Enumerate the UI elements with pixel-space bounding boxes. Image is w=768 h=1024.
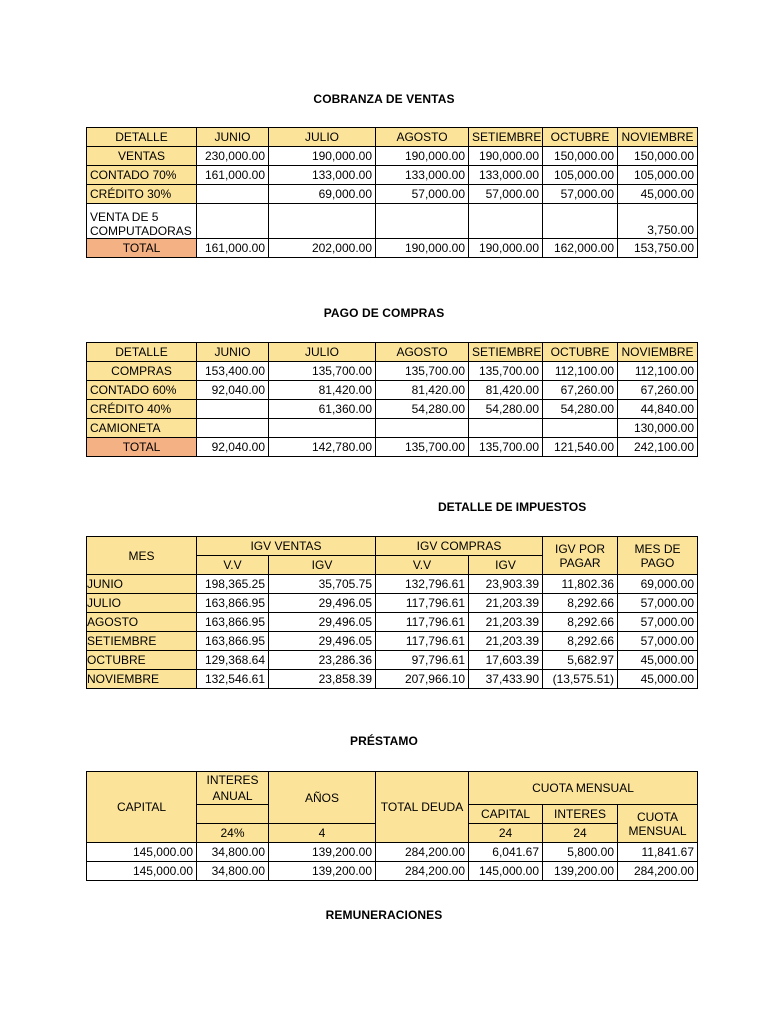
- cell: 6,041.67: [469, 843, 543, 862]
- cell: 150,000.00: [543, 147, 618, 166]
- row-label: CRÉDITO 30%: [87, 185, 197, 204]
- col-header: INTERES: [543, 805, 618, 824]
- cell: 163,866.95: [197, 594, 269, 613]
- cell: 145,000.00: [87, 862, 197, 881]
- col-header: IGV VENTAS: [197, 537, 376, 556]
- col-header: IGV POR PAGAR: [543, 537, 618, 575]
- cobranza-header-row: [87, 128, 698, 147]
- cell: 145,000.00: [469, 862, 543, 881]
- cell: 153,750.00: [618, 239, 698, 258]
- cell: 132,796.61: [376, 575, 469, 594]
- impuestos-header-row: [87, 537, 698, 556]
- cell: 230,000.00: [197, 147, 269, 166]
- col-header: CUOTA MENSUAL: [469, 772, 698, 805]
- cell: [543, 204, 618, 239]
- cell: 97,796.61: [376, 651, 469, 670]
- total-label: TOTAL: [87, 239, 197, 258]
- col-header: 24: [543, 824, 618, 843]
- row-label: CONTADO 60%: [87, 381, 197, 400]
- cell: 162,000.00: [543, 239, 618, 258]
- cell: 11,802.36: [543, 575, 618, 594]
- cell: 57,000.00: [618, 594, 698, 613]
- col-header: CUOTA MENSUAL: [618, 805, 698, 843]
- impuestos-table: [86, 536, 698, 689]
- cell: 190,000.00: [469, 147, 543, 166]
- table-row: [87, 166, 698, 185]
- cell: 69,000.00: [269, 185, 376, 204]
- table-row: [87, 147, 698, 166]
- row-label: JUNIO: [87, 575, 197, 594]
- col-header: AGOSTO: [376, 343, 469, 362]
- cell: 190,000.00: [269, 147, 376, 166]
- col-header: OCTUBRE: [543, 128, 618, 147]
- table-row: [87, 419, 698, 438]
- cell: 163,866.95: [197, 632, 269, 651]
- pago-table: [86, 342, 698, 457]
- cell: 198,365.25: [197, 575, 269, 594]
- prestamo-header-row: [87, 772, 698, 805]
- cell: [543, 419, 618, 438]
- row-label: CAMIONETA: [87, 419, 197, 438]
- col-header: JUNIO: [197, 128, 269, 147]
- pago-title: PAGO DE COMPRAS: [323, 306, 445, 320]
- cell: 45,000.00: [618, 651, 698, 670]
- cell: 29,496.05: [269, 613, 376, 632]
- cell: 145,000.00: [87, 843, 197, 862]
- table-row: [87, 185, 698, 204]
- cell: 34,800.00: [197, 843, 269, 862]
- cell: [197, 204, 269, 239]
- cell: [469, 204, 543, 239]
- cell: 135,700.00: [469, 362, 543, 381]
- cell: 61,360.00: [269, 400, 376, 419]
- cell: 92,040.00: [197, 381, 269, 400]
- cell: 135,700.00: [469, 438, 543, 457]
- col-header: CAPITAL: [87, 772, 197, 843]
- row-label: OCTUBRE: [87, 651, 197, 670]
- col-header: OCTUBRE: [543, 343, 618, 362]
- row-label: VENTA DE 5 COMPUTADORAS: [87, 204, 197, 239]
- col-header: SETIEMBRE: [469, 128, 543, 147]
- cell: 190,000.00: [376, 239, 469, 258]
- cell: 45,000.00: [618, 670, 698, 689]
- cell: (13,575.51): [543, 670, 618, 689]
- col-header: [197, 772, 269, 805]
- cell: 81,420.00: [376, 381, 469, 400]
- cell: 54,280.00: [469, 400, 543, 419]
- col-header: TOTAL DEUDA: [376, 772, 469, 843]
- col-header: IGV COMPRAS: [376, 537, 543, 556]
- row-label: JULIO: [87, 594, 197, 613]
- cell: 23,286.36: [269, 651, 376, 670]
- cell: 8,292.66: [543, 594, 618, 613]
- cell: [269, 419, 376, 438]
- row-label: CRÉDITO 40%: [87, 400, 197, 419]
- cell: 190,000.00: [469, 239, 543, 258]
- cell: 67,260.00: [543, 381, 618, 400]
- cell: 139,200.00: [543, 862, 618, 881]
- table-row: [87, 204, 698, 239]
- cell: 105,000.00: [543, 166, 618, 185]
- col-header: NOVIEMBRE: [618, 128, 698, 147]
- cell: 284,200.00: [618, 862, 698, 881]
- cell: [469, 419, 543, 438]
- cell: 11,841.67: [618, 843, 698, 862]
- col-header: DETALLE: [87, 343, 197, 362]
- cell: [197, 419, 269, 438]
- col-header: IGV: [469, 556, 543, 575]
- table-row: [87, 594, 698, 613]
- cell: 163,866.95: [197, 613, 269, 632]
- total-row: [87, 239, 698, 258]
- cell: 23,903.39: [469, 575, 543, 594]
- row-label: SETIEMBRE: [87, 632, 197, 651]
- cell: 153,400.00: [197, 362, 269, 381]
- cell: 112,100.00: [618, 362, 698, 381]
- cell: 133,000.00: [469, 166, 543, 185]
- col-header: AGOSTO: [376, 128, 469, 147]
- cell: 284,200.00: [376, 862, 469, 881]
- cell: 135,700.00: [376, 362, 469, 381]
- table-row: [87, 381, 698, 400]
- cell: 112,100.00: [543, 362, 618, 381]
- cell: [376, 204, 469, 239]
- cell: 21,203.39: [469, 632, 543, 651]
- cell: 117,796.61: [376, 613, 469, 632]
- col-header: JULIO: [269, 128, 376, 147]
- interes-anual-label: INTERES ANUAL: [206, 773, 259, 803]
- impuestos-title: DETALLE DE IMPUESTOS: [438, 500, 587, 514]
- cell: 105,000.00: [618, 166, 698, 185]
- cell: [269, 204, 376, 239]
- cell: 242,100.00: [618, 438, 698, 457]
- cell: 17,603.39: [469, 651, 543, 670]
- cell: 8,292.66: [543, 613, 618, 632]
- cell: 161,000.00: [197, 239, 269, 258]
- col-header: MES DE PAGO: [618, 537, 698, 575]
- cell: 132,546.61: [197, 670, 269, 689]
- row-label: CONTADO 70%: [87, 166, 197, 185]
- table-row: [87, 862, 698, 881]
- cell: 202,000.00: [269, 239, 376, 258]
- cell: 21,203.39: [469, 594, 543, 613]
- cell: 135,700.00: [376, 438, 469, 457]
- cell: 129,368.64: [197, 651, 269, 670]
- remuneraciones-title: REMUNERACIONES: [325, 908, 443, 922]
- cell: [197, 400, 269, 419]
- row-label: AGOSTO: [87, 613, 197, 632]
- col-header: AÑOS: [269, 772, 376, 824]
- cell: 67,260.00: [618, 381, 698, 400]
- cell: 139,200.00: [269, 862, 376, 881]
- cell: 5,682.97: [543, 651, 618, 670]
- cell: 23,858.39: [269, 670, 376, 689]
- cell: 57,000.00: [376, 185, 469, 204]
- row-label: NOVIEMBRE: [87, 670, 197, 689]
- cell: 161,000.00: [197, 166, 269, 185]
- pago-header-row: [87, 343, 698, 362]
- cell: 29,496.05: [269, 632, 376, 651]
- cell: 37,433.90: [469, 670, 543, 689]
- table-row: [87, 632, 698, 651]
- cell: 57,000.00: [543, 185, 618, 204]
- col-header: V.V: [376, 556, 469, 575]
- cell: 44,840.00: [618, 400, 698, 419]
- table-row: [87, 575, 698, 594]
- col-header: NOVIEMBRE: [618, 343, 698, 362]
- cell: 92,040.00: [197, 438, 269, 457]
- cell: 69,000.00: [618, 575, 698, 594]
- table-row: [87, 843, 698, 862]
- table-row: [87, 400, 698, 419]
- cell: 117,796.61: [376, 632, 469, 651]
- cell: 54,280.00: [543, 400, 618, 419]
- cell: 3,750.00: [618, 204, 698, 239]
- table-row: [87, 651, 698, 670]
- cell: [376, 419, 469, 438]
- col-header: IGV: [269, 556, 376, 575]
- table-row: [87, 362, 698, 381]
- cell: 35,705.75: [269, 575, 376, 594]
- cell: [197, 185, 269, 204]
- col-header: [197, 805, 269, 824]
- cell: 54,280.00: [376, 400, 469, 419]
- prestamo-table: [86, 771, 698, 881]
- total-label: TOTAL: [87, 438, 197, 457]
- cell: 81,420.00: [469, 381, 543, 400]
- table-row: [87, 613, 698, 632]
- cell: 150,000.00: [618, 147, 698, 166]
- cell: 117,796.61: [376, 594, 469, 613]
- cell: 133,000.00: [269, 166, 376, 185]
- col-header: MES: [87, 537, 197, 575]
- col-header: DETALLE: [87, 128, 197, 147]
- cell: 57,000.00: [618, 632, 698, 651]
- cell: 5,800.00: [543, 843, 618, 862]
- cell: 21,203.39: [469, 613, 543, 632]
- cobranza-title: COBRANZA DE VENTAS: [313, 92, 455, 106]
- cell: 57,000.00: [469, 185, 543, 204]
- cell: 81,420.00: [269, 381, 376, 400]
- cell: 135,700.00: [269, 362, 376, 381]
- prestamo-title: PRÉSTAMO: [350, 734, 418, 748]
- col-header: SETIEMBRE: [469, 343, 543, 362]
- row-label: VENTAS: [87, 147, 197, 166]
- cell: 139,200.00: [269, 843, 376, 862]
- cell: 8,292.66: [543, 632, 618, 651]
- cell: 130,000.00: [618, 419, 698, 438]
- col-header: 24: [469, 824, 543, 843]
- col-header: 24%: [197, 824, 269, 843]
- col-header: JUNIO: [197, 343, 269, 362]
- table-row: [87, 670, 698, 689]
- cell: 45,000.00: [618, 185, 698, 204]
- col-header: JULIO: [269, 343, 376, 362]
- col-header: CAPITAL: [469, 805, 543, 824]
- col-header: 4: [269, 824, 376, 843]
- cell: 142,780.00: [269, 438, 376, 457]
- cell: 284,200.00: [376, 843, 469, 862]
- cell: 34,800.00: [197, 862, 269, 881]
- cell: 133,000.00: [376, 166, 469, 185]
- cobranza-table: [86, 127, 698, 258]
- row-label: COMPRAS: [87, 362, 197, 381]
- total-row: [87, 438, 698, 457]
- col-header: V.V: [197, 556, 269, 575]
- cell: 57,000.00: [618, 613, 698, 632]
- cell: 29,496.05: [269, 594, 376, 613]
- cell: 121,540.00: [543, 438, 618, 457]
- cell: 190,000.00: [376, 147, 469, 166]
- cell: 207,966.10: [376, 670, 469, 689]
